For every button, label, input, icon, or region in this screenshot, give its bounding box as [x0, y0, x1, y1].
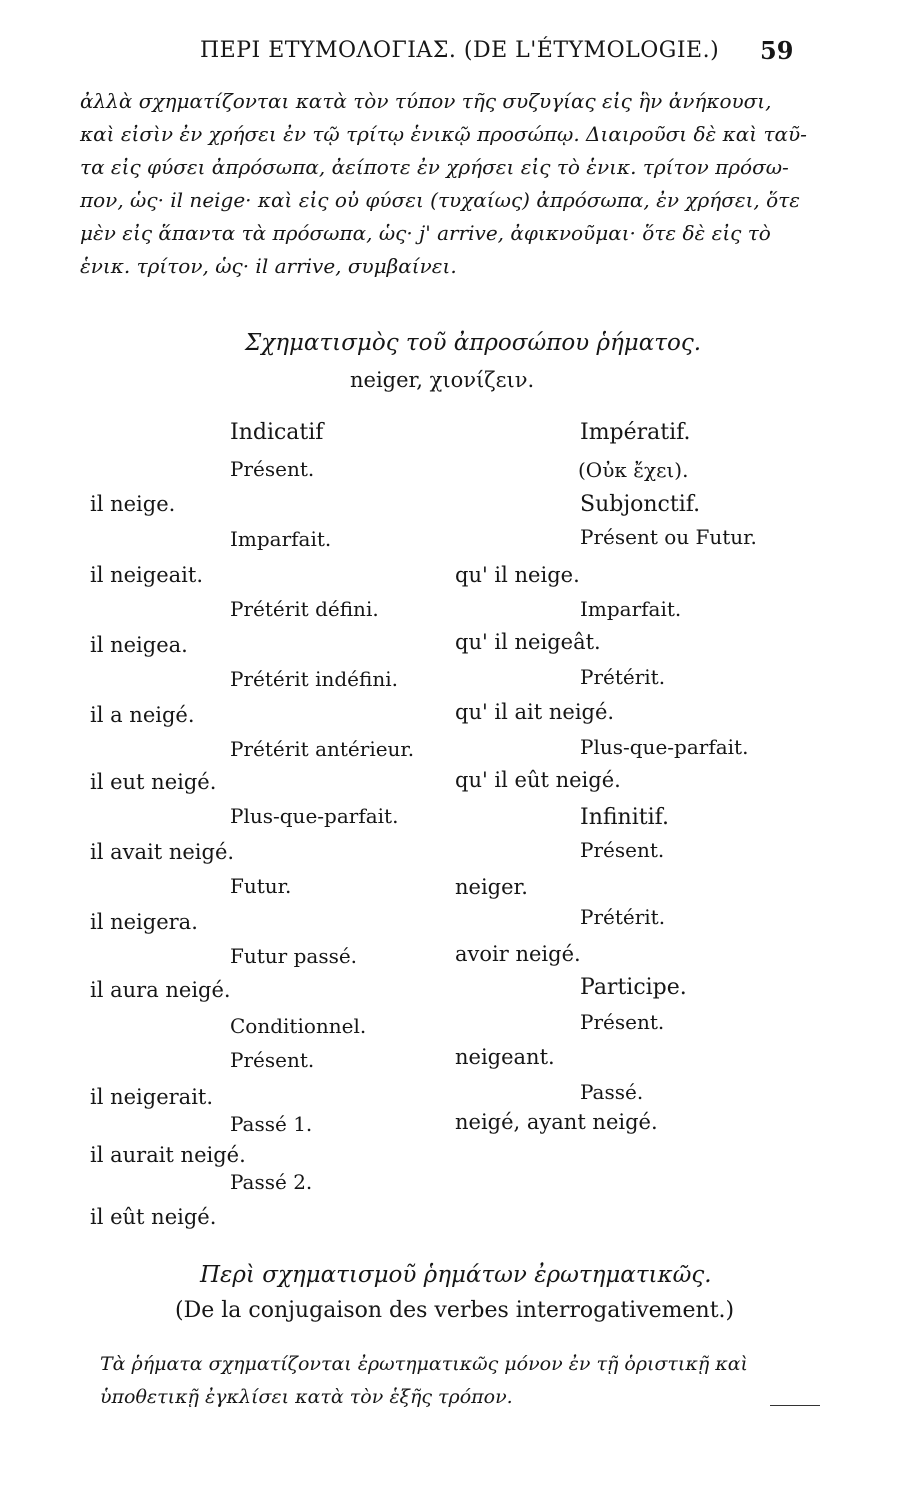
- conjugation-tense: Imparfait.: [230, 527, 332, 551]
- conjugation-tense: Présent.: [230, 457, 315, 481]
- closing-rule: [770, 1405, 820, 1406]
- conjugation-form: il neigea.: [90, 633, 188, 657]
- conjugation-tense: Prétérit indéfini.: [230, 667, 398, 691]
- closing-line: ὑποθετικῇ ἐγκλίσει κατὰ τὸν ἑξῆς τρόπον.: [100, 1386, 513, 1408]
- conjugation-form: qu' il eût neigé.: [455, 768, 621, 792]
- conjugation-form: il a neigé.: [90, 703, 195, 727]
- conjugation-heading: Participe.: [580, 975, 687, 1000]
- conjugation-tense: Passé.: [580, 1080, 644, 1104]
- conjugation-form: il eut neigé.: [90, 770, 217, 794]
- conjugation-form: neigé, ayant neigé.: [455, 1110, 658, 1134]
- conjugation-form: il avait neigé.: [90, 840, 235, 864]
- conjugation-tense: Futur.: [230, 874, 292, 898]
- intro-line: ἑνικ. τρίτον, ὡς· il arrive, συμβαίνει.: [80, 254, 457, 278]
- section2-title: Περὶ σχηματισμοῦ ῥημάτων ἐρωτηματικῶς.: [200, 1262, 712, 1288]
- section2-subtitle: (De la conjugaison des verbes interrogativement.): [175, 1298, 735, 1323]
- conjugation-heading: Infinitif.: [580, 805, 669, 830]
- conjugation-tense: Prétérit défini.: [230, 597, 379, 621]
- section-title: Σχηματισμὸς τοῦ ἀπροσώπου ῥήματος.: [245, 330, 702, 356]
- conjugation-tense: Passé 1.: [230, 1112, 313, 1136]
- conjugation-form: il neige.: [90, 492, 176, 516]
- conjugation-tense: Plus-que-parfait.: [580, 735, 749, 759]
- intro-line: πον, ὡς· il neige· καὶ εἰς οὐ φύσει (τυχαίως) ἀπρόσωπα, ἐν χρήσει, ὅτε: [80, 188, 800, 212]
- conjugation-form: il eût neigé.: [90, 1205, 217, 1229]
- closing-line: Τὰ ῥήματα σχηματίζονται ἐρωτηματικῶς μόνον ἐν τῇ ὁριστικῇ καὶ: [100, 1353, 749, 1375]
- conjugation-form: il aura neigé.: [90, 978, 231, 1002]
- conjugation-tense: Présent.: [580, 838, 665, 862]
- running-header: ΠΕΡΙ ΕΤΥΜΟΛΟΓΙΑΣ. (DE L'ÉTYMOLOGIE.): [200, 38, 720, 63]
- conjugation-form: avoir neigé.: [455, 942, 581, 966]
- conjugation-form: il neigeait.: [90, 563, 203, 587]
- intro-line: καὶ εἰσὶν ἐν χρήσει ἐν τῷ τρίτῳ ἑνικῷ προσώπῳ. Διαιροῦσι δὲ καὶ ταῦ-: [80, 122, 807, 146]
- conjugation-tense: Présent.: [230, 1048, 315, 1072]
- intro-paragraph: [80, 85, 820, 283]
- conjugation-tense: Prétérit.: [580, 905, 666, 929]
- conjugation-heading: Subjonctif.: [580, 492, 701, 517]
- page-number: 59: [760, 36, 794, 65]
- intro-line: ἀλλὰ σχηματίζονται κατὰ τὸν τύπον τῆς συζυγίας εἰς ἣν ἀνήκουσι,: [80, 89, 772, 113]
- conjugation-form: qu' il ait neigé.: [455, 700, 615, 724]
- intro-line: μὲν εἰς ἅπαντα τὰ πρόσωπα, ὡς· j' arrive, ἀφικνοῦμαι· ὅτε δὲ εἰς τὸ: [80, 221, 771, 245]
- conjugation-tense: Prétérit antérieur.: [230, 737, 415, 761]
- conjugation-form: il aurait neigé.: [90, 1143, 246, 1167]
- conjugation-heading: Indicatif: [230, 420, 324, 445]
- conjugation-heading: Impératif.: [580, 420, 691, 445]
- conjugation-form: il neigerait.: [90, 1085, 214, 1109]
- verb-line: neiger, χιονίζειν.: [350, 368, 535, 392]
- conjugation-form: neiger.: [455, 875, 528, 899]
- conjugation-tense: Présent.: [580, 1010, 665, 1034]
- intro-line: τα εἰς φύσει ἀπρόσωπα, ἀείποτε ἐν χρήσει εἰς τὸ ἑνικ. τρίτον πρόσω-: [80, 155, 789, 179]
- conjugation-tense: Passé 2.: [230, 1170, 313, 1194]
- conjugation-form: il neigera.: [90, 910, 198, 934]
- conjugation-form: qu' il neige.: [455, 563, 580, 587]
- conjugation-form: neigeant.: [455, 1045, 555, 1069]
- conjugation-form: qu' il neigeât.: [455, 630, 601, 654]
- conjugation-tense: Prétérit.: [580, 665, 666, 689]
- conjugation-tense: Conditionnel.: [230, 1014, 367, 1038]
- conjugation-tense: Imparfait.: [580, 597, 682, 621]
- conjugation-note: (Οὐκ ἔχει).: [578, 458, 689, 482]
- conjugation-tense: Plus-que-parfait.: [230, 804, 399, 828]
- conjugation-tense: Futur passé.: [230, 944, 358, 968]
- conjugation-tense: Présent ou Futur.: [580, 525, 757, 549]
- closing-paragraph: [100, 1348, 840, 1414]
